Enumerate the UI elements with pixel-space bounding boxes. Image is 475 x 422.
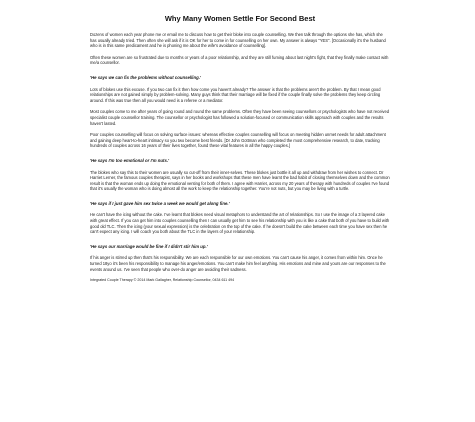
section-1-paragraph-2: Most couples come to me after years of going round and round the same problems. Often they have been seeing counsellors or psychologists who have not received specialist couple counsellor training. The counsellor or psychologist has followed a solution-focused or communication skills approach with couples and the results haven't lasted. [90, 109, 390, 126]
section-2-paragraph-1: The blokes who say this to their women are usually so cut-off from their inner-selves. These blokes just bottle it all up and withdraw from her wishes to connect. Dr Harriet Lerner, the famous couples therapist, says in her books and workshops that these men have learnt the bad habit of closing themselves down and the common result is that the woman ends up doing the emotional venting for both of them. I agree with Harriet, across my 20 years of therapy with hundreds of couples I've found that it's usually the woman who is doing almost all the work to keep the relationship together. You're not nuts, but you may be living with a turtle. [90, 169, 390, 192]
section-3-heading: 'He says if I just gave him sex twice a week we would get along fine.' [90, 200, 230, 206]
section-1-paragraph-1: Lots of blokes use this excuse. If you two can fix it then how come you haven't already? The answer is that the problems aren't the problem. By that I mean good relationships are not gained simply by problem-solving. Many guys think that their marriage will be fixed if the couple finally solve the problems they keep circling around. If this was true then all you would need is a referee or a mediator. [90, 86, 381, 103]
section-3-paragraph-1: He can't have the icing without the cake. I've learnt that blokes need visual metaphors to understand the art of relationships. So I use the image of a 3 layered cake with great effect. If you can get him into couples counselling then I can usually get him to see his relationship with you is like a cake that both of you have to build with good old TLC. Then the icing (your sexual expression) is the celebration on the top of the cake. If he doesn't build the cake between each time you have sex then he can't expect any icing. I will coach you both about the TLC in the layers of your relationship. [90, 212, 390, 235]
intro-paragraph-2: Often these women are so frustrated due to months or years of a poor relationship, and they are still fuming about last night's fight, that they finally make contact with me/a counsellor. [90, 54, 389, 66]
section-4-paragraph-1: If his anger is stirred up then that's his responsibility. We are each responsible for our own emotions. You can't cause his anger, it comes from within him. Once he turned 18yo it's been his responsibility to manage his anger/emotions. You can't make him feel anything. His emotions and mine and yours are our responses to the events around us. I've seen that people who over-do anger are avoiding their sadness. [90, 255, 386, 272]
section-1-heading: 'He says we can fix the problems without counselling.' [90, 74, 201, 80]
section-2-heading: 'He says I'm too emotional or I'm nuts.' [90, 157, 170, 163]
document-title: Why Many Women Settle For Second Best [164, 14, 316, 23]
section-1-paragraph-3: Poor couples counselling will focus on solving surface issues: whereas effective couples counselling will focus on meeting hidden unmet needs for adult attachment and gaining deep heart-to-heart intimacy so you two become best friends. [Dr John Gottman who completed the most comprehensive research, to date, tracking hundreds of couples across 16 years of their lives together, found these vital features in all the happy couples.] [90, 132, 386, 149]
document-page [90, 14, 390, 414]
document-footer: Integrated Couple Therapy © 2014 Mark Gallagher, Relationship Counsellor, 0434 611 494 [90, 278, 235, 283]
section-4-heading: 'He says our marriage would be fine if I didn't stir him up.' [90, 243, 208, 249]
intro-paragraph-1: Dozens of women each year phone me or email me to discuss how to get their bloke into couple counselling. We then talk through the options she has, which she has usually already tried. Then often she will ask if it is OK for her to come in for counselling on her own. My answer is always "YES". [Occasionally it's the husband who is in this same predicament and he is phoning me about the wife's avoidance of counselling]. [90, 32, 386, 49]
